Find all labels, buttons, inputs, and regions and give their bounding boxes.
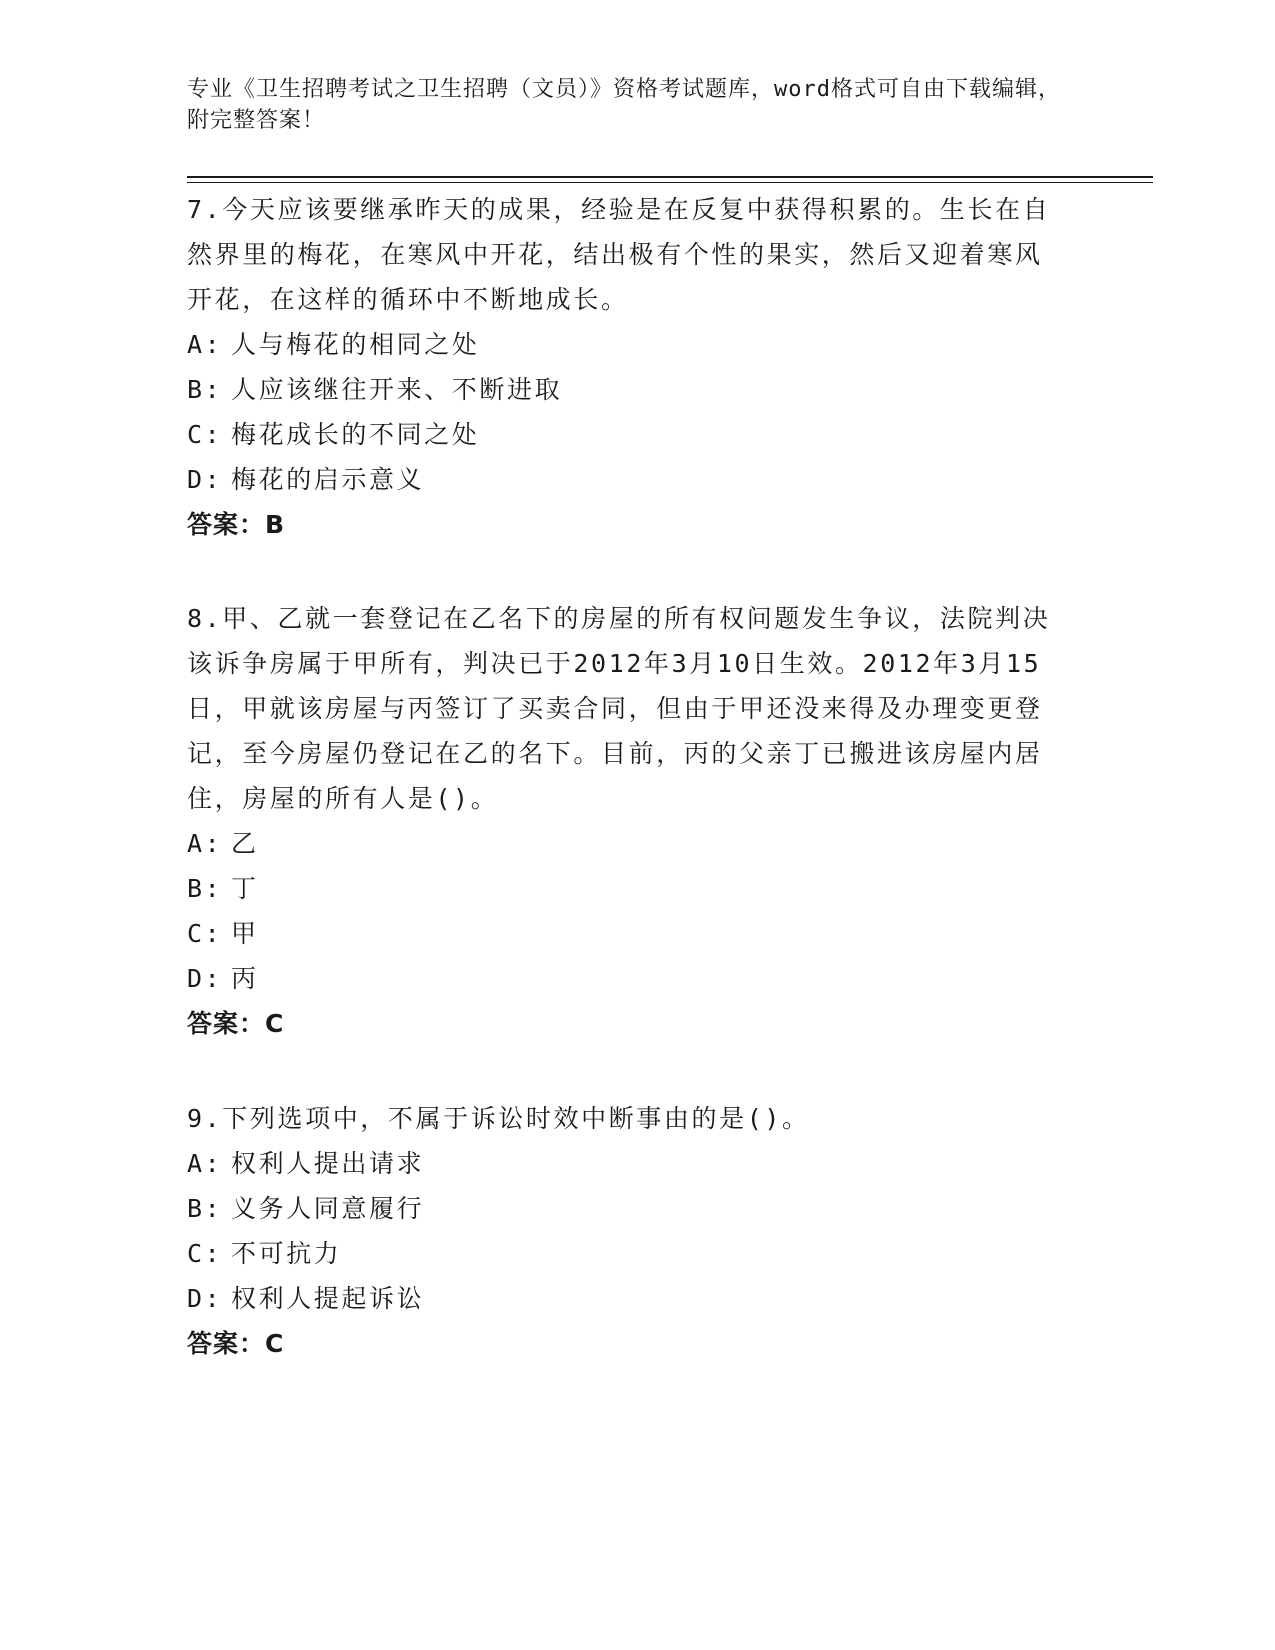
option-key: D: — [187, 964, 223, 993]
question-stem: 8.甲、乙就一套登记在乙名下的房屋的所有权问题发生争议，法院判决该诉争房属于甲所有，判决已于2012年3月10日生效。2012年3月15日，甲就该房屋与丙签订了买卖合同，但由于甲还没来得及办理变更登记，至今房屋仍登记在乙的名下。目前，丙的父亲丁已搬进该房屋内居住，房屋的所有人是()。 — [187, 604, 1051, 813]
option-d — [187, 956, 1067, 1001]
option-key: A: — [187, 829, 223, 858]
option-text: 人应该继往开来、不断进取 — [231, 375, 563, 404]
document-header: 专业《卫生招聘考试之卫生招聘（文员）》资格考试题库，word格式可自由下载编辑，附完整答案！ — [187, 77, 1061, 133]
option-text: 人与梅花的相同之处 — [231, 330, 480, 359]
option-d — [187, 457, 1067, 502]
option-key: B: — [187, 874, 223, 903]
option-b — [187, 367, 1067, 412]
option-key: C: — [187, 919, 223, 948]
question-8 — [187, 596, 1067, 1046]
option-text: 梅花的启示意义 — [231, 465, 425, 494]
option-text: 甲 — [231, 919, 259, 948]
option-c — [187, 412, 1067, 457]
question-7 — [187, 187, 1067, 547]
option-key: A: — [187, 1149, 223, 1178]
answer-line: 答案：C — [187, 1329, 285, 1358]
option-key: B: — [187, 375, 223, 404]
option-key: D: — [187, 465, 223, 494]
option-key: C: — [187, 1239, 223, 1268]
option-key: D: — [187, 1284, 223, 1313]
option-key: C: — [187, 420, 223, 449]
answer-line: 答案：C — [187, 1009, 285, 1038]
option-text: 梅花成长的不同之处 — [231, 420, 480, 449]
option-text: 不可抗力 — [231, 1239, 342, 1268]
option-c — [187, 1231, 1067, 1276]
option-key: A: — [187, 330, 223, 359]
option-b — [187, 866, 1067, 911]
option-key: B: — [187, 1194, 223, 1223]
option-text: 丙 — [231, 964, 259, 993]
option-text: 权利人提起诉讼 — [231, 1284, 425, 1313]
option-d — [187, 1276, 1067, 1321]
option-text: 义务人同意履行 — [231, 1194, 425, 1223]
option-a — [187, 1141, 1067, 1186]
question-stem: 9.下列选项中，不属于诉讼时效中断事由的是()。 — [187, 1104, 810, 1133]
question-9 — [187, 1096, 1067, 1366]
header-divider-thin — [187, 182, 1153, 183]
header-divider-thick — [187, 176, 1153, 178]
option-c — [187, 911, 1067, 956]
option-a — [187, 821, 1067, 866]
answer-line: 答案：B — [187, 510, 286, 539]
option-text: 乙 — [231, 829, 259, 858]
option-b — [187, 1186, 1067, 1231]
option-text: 丁 — [231, 874, 259, 903]
option-text: 权利人提出请求 — [231, 1149, 425, 1178]
option-a — [187, 322, 1067, 367]
question-stem: 7.今天应该要继承昨天的成果，经验是在反复中获得积累的。生长在自然界里的梅花，在寒风中开花，结出极有个性的果实，然后又迎着寒风开花，在这样的循环中不断地成长。 — [187, 195, 1051, 314]
